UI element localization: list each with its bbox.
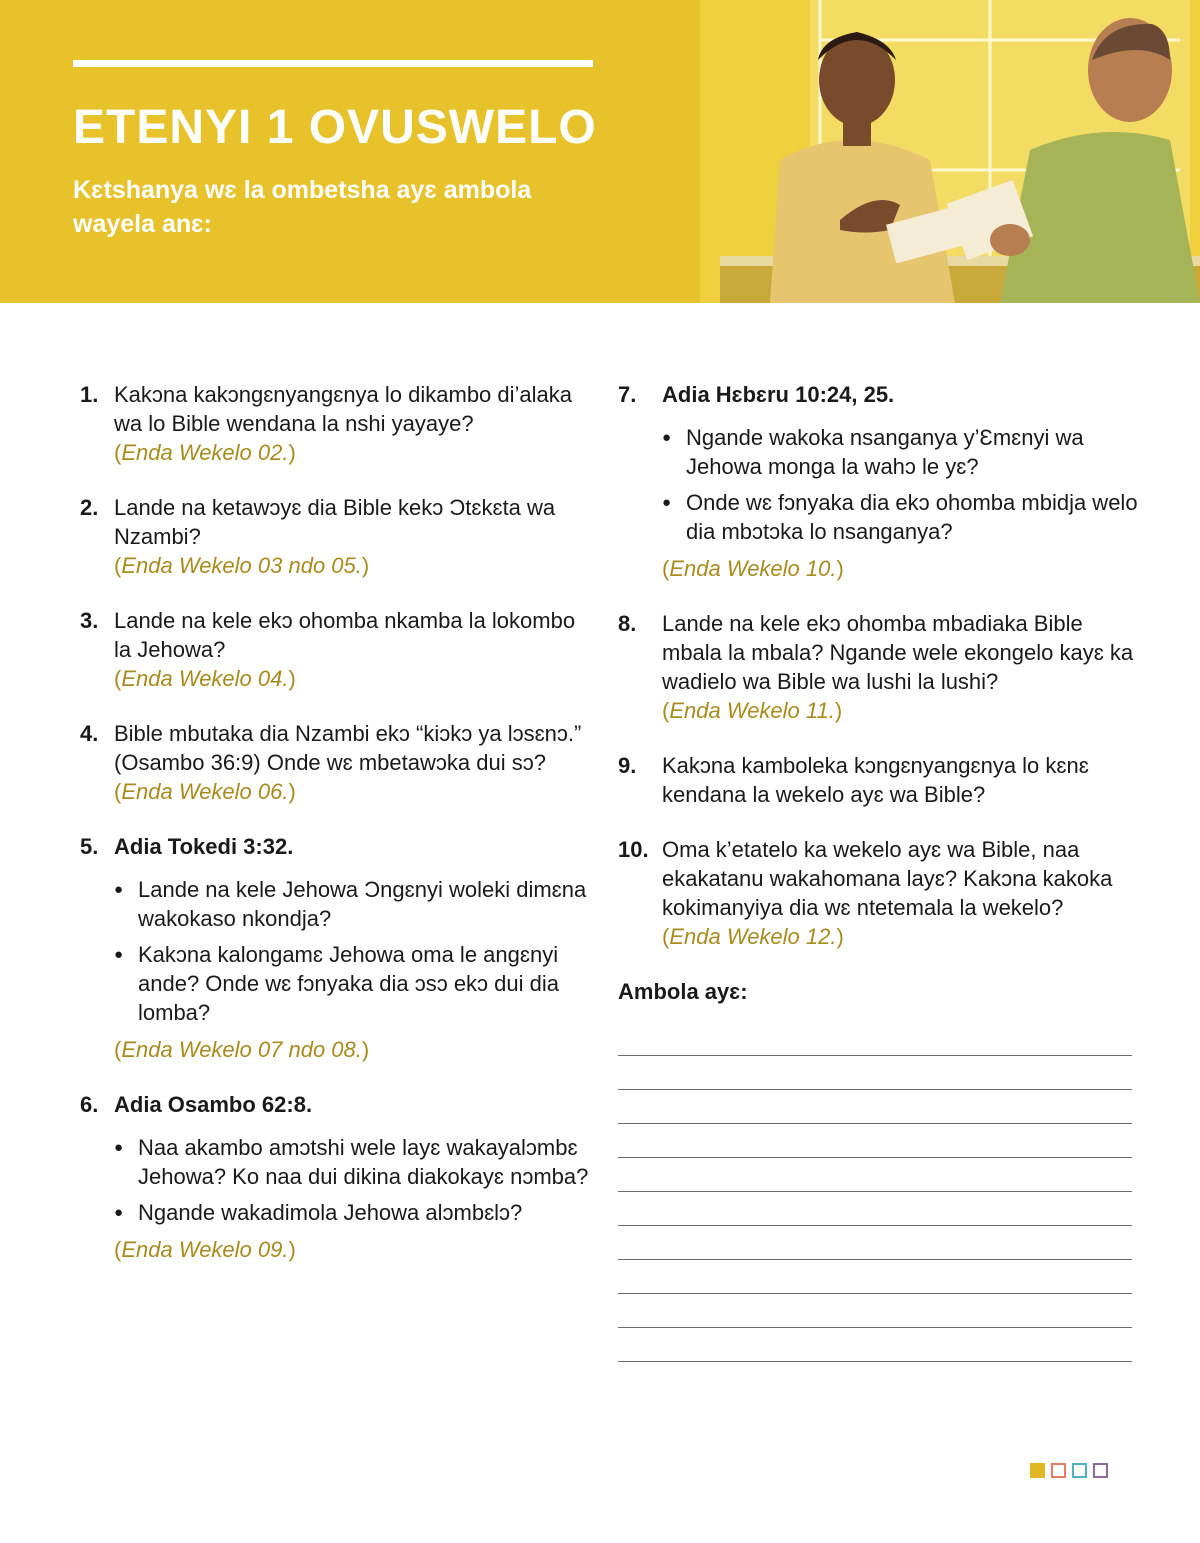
answers-label: Ambola ayɛ:	[618, 979, 748, 1004]
decorative-squares	[1030, 1463, 1108, 1478]
study-illustration	[700, 0, 1200, 303]
question-6	[80, 1090, 590, 1264]
answer-line[interactable]	[618, 1260, 1132, 1294]
question-number: 7.	[618, 382, 637, 407]
page-title: ETENYI 1 OVUSWELO	[73, 101, 597, 154]
bullet-list	[662, 423, 1138, 546]
question-4	[80, 719, 590, 806]
question-number: 9.	[618, 753, 637, 778]
question-reference: (Enda Wekelo 12.)	[662, 924, 844, 949]
question-number: 2.	[80, 495, 99, 520]
page-subtitle: Kɛtshanya wɛ la ombetsha ayɛ ambola wayela anɛ:	[73, 176, 532, 238]
bullet-list	[114, 1133, 590, 1227]
question-3	[80, 606, 590, 693]
answer-line[interactable]	[618, 1056, 1132, 1090]
question-number: 4.	[80, 721, 99, 746]
question-reference: (Enda Wekelo 02.)	[114, 440, 296, 465]
question-reference: (Enda Wekelo 11.)	[662, 698, 843, 723]
question-text: Kakɔna kamboleka kɔngɛnyangɛnya lo kɛnɛ kendana la wekelo ayɛ wa Bible?	[662, 753, 1089, 807]
questions-left-column	[80, 380, 590, 1290]
square-icon	[1030, 1463, 1045, 1478]
square-outline-icon	[1072, 1463, 1087, 1478]
question-text: Lande na kele ekɔ ohomba nkamba la lokombo la Jehowa?	[114, 608, 576, 662]
question-number: 5.	[80, 834, 99, 859]
answer-line[interactable]	[618, 1192, 1132, 1226]
question-text: Oma k’etatelo ka wekelo ayɛ wa Bible, naa ekakatanu wakahomana layɛ? Kakɔna kakoka kokimanyiya dia wɛ ntetemala la wekelo?	[662, 837, 1113, 920]
question-text: Lande na ketawɔyɛ dia Bible kekɔ Ɔtɛkɛta wa Nzambi?	[114, 495, 556, 549]
question-2	[80, 493, 590, 580]
bullet-list	[114, 875, 590, 1027]
header-banner	[0, 0, 1200, 303]
answer-line[interactable]	[618, 1022, 1132, 1056]
answer-line[interactable]	[618, 1294, 1132, 1328]
question-number: 3.	[80, 608, 99, 633]
answer-line[interactable]	[618, 1226, 1132, 1260]
answer-line[interactable]	[618, 1124, 1132, 1158]
question-reference: (Enda Wekelo 10.)	[662, 556, 844, 581]
question-number: 1.	[80, 382, 99, 407]
question-number: 10.	[618, 837, 649, 862]
bullet-item: ● Naa akambo amɔtshi wele layɛ wakayalɔmbɛ Jehowa? Ko naa dui dikina diakokayɛ nɔmba?	[114, 1133, 590, 1191]
question-heading: Adia Tokedi 3:32.	[114, 834, 294, 859]
square-outline-icon	[1051, 1463, 1066, 1478]
answer-lines[interactable]	[618, 1022, 1138, 1362]
answer-line[interactable]	[618, 1158, 1132, 1192]
bullet-item: ● Kakɔna kalongamɛ Jehowa oma le angɛnyi ande? Onde wɛ fɔnyaka dia ɔsɔ ekɔ dui dia lomba?	[114, 940, 590, 1027]
answer-line[interactable]	[618, 1328, 1132, 1362]
question-number: 6.	[80, 1092, 99, 1117]
bullet-item: ● Ngande wakadimola Jehowa alɔmbɛlɔ?	[114, 1198, 590, 1227]
question-reference: (Enda Wekelo 06.)	[114, 779, 296, 804]
question-9	[618, 751, 1138, 809]
question-1	[80, 380, 590, 467]
question-10	[618, 835, 1138, 951]
question-heading: Adia Osambo 62:8.	[114, 1092, 313, 1117]
answer-line[interactable]	[618, 1090, 1132, 1124]
question-reference: (Enda Wekelo 07 ndo 08.)	[114, 1037, 370, 1062]
square-outline-icon	[1093, 1463, 1108, 1478]
question-7	[618, 380, 1138, 583]
question-text: Lande na kele ekɔ ohomba mbadiaka Bible mbala la mbala? Ngande wele ekongelo kayɛ ka wadielo wa Bible wa lushi la lushi?	[662, 611, 1134, 694]
bullet-item: ● Onde wɛ fɔnyaka dia ekɔ ohomba mbidja welo dia mbɔtɔka lo nsanganya?	[662, 488, 1138, 546]
question-reference: (Enda Wekelo 09.)	[114, 1237, 296, 1262]
question-text: Kakɔna kakɔngɛnyangɛnya lo dikambo di’alaka wa lo Bible wendana la nshi yayaye?	[114, 382, 573, 436]
question-5	[80, 832, 590, 1064]
bullet-item: ● Lande na kele Jehowa Ɔngɛnyi woleki dimɛna wakokaso nkondja?	[114, 875, 590, 933]
question-reference: (Enda Wekelo 04.)	[114, 666, 296, 691]
question-8	[618, 609, 1138, 725]
question-heading: Adia Hɛbɛru 10:24, 25.	[662, 382, 895, 407]
question-text: Bible mbutaka dia Nzambi ekɔ “kiɔkɔ ya lɔsɛnɔ.” (Osambo 36:9) Onde wɛ mbetawɔka dui sɔ?	[114, 721, 582, 775]
bullet-item: ● Ngande wakoka nsanganya y’Ɛmɛnyi wa Jehowa monga la wahɔ le yɛ?	[662, 423, 1138, 481]
header-rule	[73, 60, 593, 67]
question-reference: (Enda Wekelo 03 ndo 05.)	[114, 553, 370, 578]
questions-right-column	[618, 380, 1138, 1362]
question-number: 8.	[618, 611, 637, 636]
